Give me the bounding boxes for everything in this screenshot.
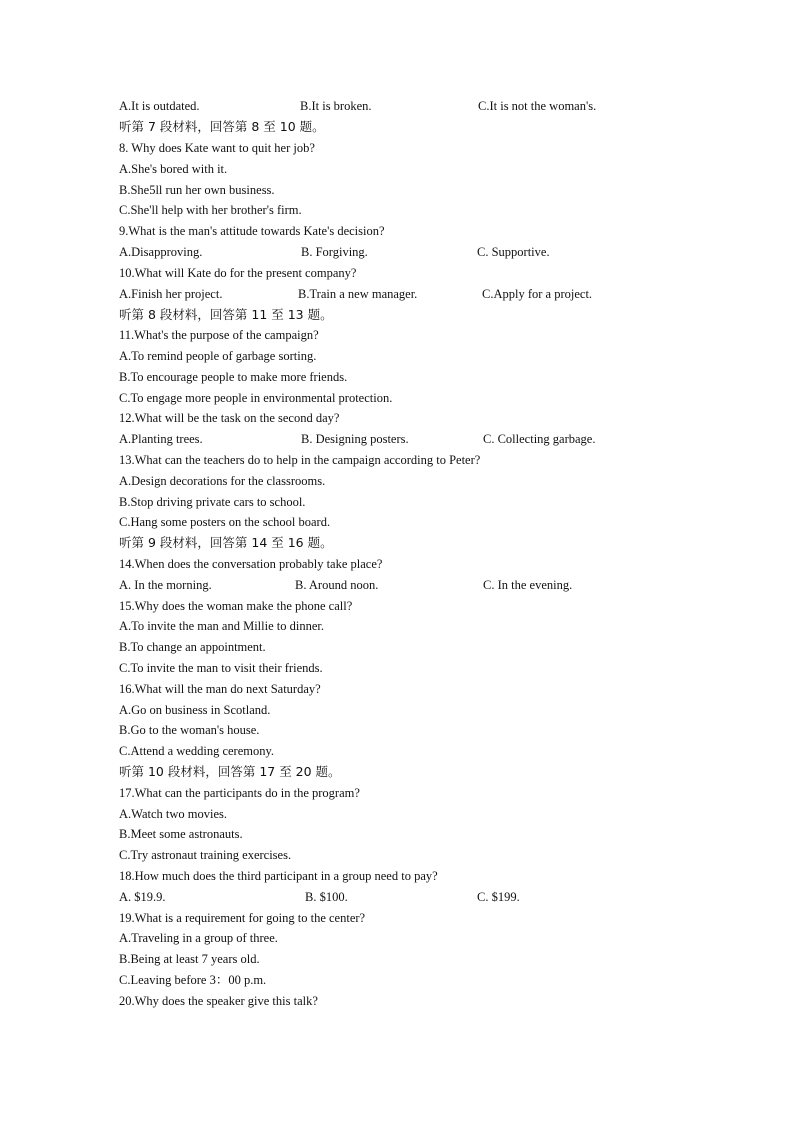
q12-question: 12.What will be the task on the second day? — [119, 411, 340, 425]
q18-options-row — [119, 887, 679, 907]
q11-option-c: C.To engage more people in environmental protection. — [119, 391, 393, 405]
q19-option-b: B.Being at least 7 years old. — [119, 952, 260, 966]
q12-option-c: C. Collecting garbage. — [483, 432, 596, 446]
q18-option-a: A. $19.9. — [119, 890, 166, 904]
q14-option-c: C. In the evening. — [483, 578, 573, 592]
q7-options-row — [119, 96, 679, 116]
q12-option-a: A.Planting trees. — [119, 432, 203, 446]
q19-option-c: C.Leaving before 3：00 p.m. — [119, 973, 267, 987]
q15-question: 15.Why does the woman make the phone call? — [119, 599, 353, 613]
q15-option-a: A.To invite the man and Millie to dinner. — [119, 619, 324, 633]
q10-option-b: B.Train a new manager. — [298, 287, 418, 301]
q19-option-a: A.Traveling in a group of three. — [119, 931, 278, 945]
q10-option-a: A.Finish her project. — [119, 287, 223, 301]
q14-options-row — [119, 575, 679, 595]
q12-option-b: B. Designing posters. — [301, 432, 409, 446]
q8-option-b: B.She5ll run her own business. — [119, 183, 275, 197]
q9-option-a: A.Disapproving. — [119, 245, 203, 259]
q17-option-b: B.Meet some astronauts. — [119, 827, 243, 841]
q17-question: 17.What can the participants do in the program? — [119, 786, 360, 800]
q9-options-row — [119, 242, 679, 262]
q11-option-b: B.To encourage people to make more friends. — [119, 370, 348, 384]
q14-option-a: A. In the morning. — [119, 578, 212, 592]
q18-question: 18.How much does the third participant in a group need to pay? — [119, 869, 438, 883]
section-heading-10: 听第 10 段材料，回答第 17 至 20 题。 — [119, 764, 341, 779]
q11-option-a: A.To remind people of garbage sorting. — [119, 349, 317, 363]
q16-option-a: A.Go on business in Scotland. — [119, 703, 271, 717]
q17-option-c: C.Try astronaut training exercises. — [119, 848, 292, 862]
q8-option-c: C.She'll help with her brother's firm. — [119, 203, 302, 217]
q8-question: 8. Why does Kate want to quit her job? — [119, 141, 315, 155]
q16-option-b: B.Go to the woman's house. — [119, 723, 260, 737]
q9-option-c: C. Supportive. — [477, 245, 550, 259]
q16-option-c: C.Attend a wedding ceremony. — [119, 744, 275, 758]
q11-question: 11.What's the purpose of the campaign? — [119, 328, 319, 342]
q19-question: 19.What is a requirement for going to the center? — [119, 911, 366, 925]
q18-option-b: B. $100. — [305, 890, 348, 904]
q15-option-c: C.To invite the man to visit their friends. — [119, 661, 323, 675]
q10-question: 10.What will Kate do for the present company? — [119, 266, 357, 280]
q18-option-c: C. $199. — [477, 890, 520, 904]
section-heading-9: 听第 9 段材料，回答第 14 至 16 题。 — [119, 535, 333, 550]
q13-option-b: B.Stop driving private cars to school. — [119, 495, 306, 509]
q9-question: 9.What is the man's attitude towards Kate's decision? — [119, 224, 385, 238]
q9-option-b: B. Forgiving. — [301, 245, 368, 259]
q10-options-row — [119, 284, 679, 304]
q7-option-c: C.It is not the woman's. — [478, 99, 597, 113]
q14-option-b: B. Around noon. — [295, 578, 379, 592]
q15-option-b: B.To change an appointment. — [119, 640, 266, 654]
q20-question: 20.Why does the speaker give this talk? — [119, 994, 318, 1008]
q13-option-a: A.Design decorations for the classrooms. — [119, 474, 326, 488]
q8-option-a: A.She's bored with it. — [119, 162, 228, 176]
q14-question: 14.When does the conversation probably take place? — [119, 557, 383, 571]
q16-question: 16.What will the man do next Saturday? — [119, 682, 321, 696]
section-heading-7: 听第 7 段材料，回答第 8 至 10 题。 — [119, 119, 325, 134]
q7-option-a: A.It is outdated. — [119, 99, 200, 113]
section-heading-8: 听第 8 段材料，回答第 11 至 13 题。 — [119, 307, 333, 322]
q12-options-row — [119, 429, 679, 449]
q13-option-c: C.Hang some posters on the school board. — [119, 515, 331, 529]
q13-question: 13.What can the teachers do to help in the campaign according to Peter? — [119, 453, 481, 467]
q17-option-a: A.Watch two movies. — [119, 807, 228, 821]
q7-option-b: B.It is broken. — [300, 99, 372, 113]
q10-option-c: C.Apply for a project. — [482, 287, 593, 301]
